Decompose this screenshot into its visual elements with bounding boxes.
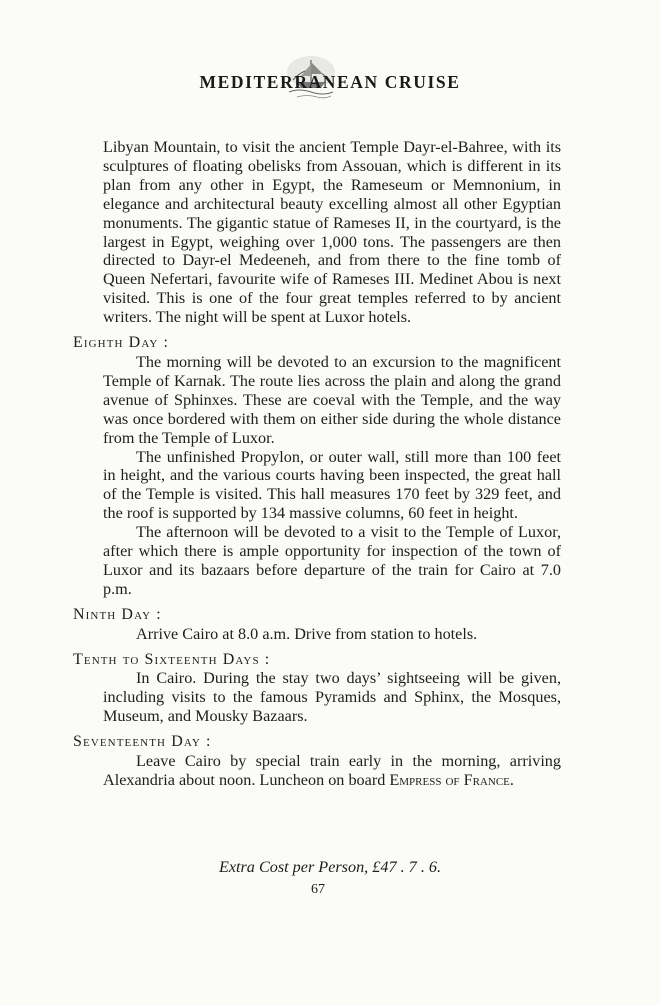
day-heading-eighth: Eighth Day : [73, 334, 170, 352]
day-heading-seventeenth: Seventeenth Day : [73, 733, 212, 751]
tenth-day-paragraph: In Cairo. During the stay two days’ sightseeing will be given, including visits to the famous Pyramids and Sphinx, the Mosques, Museum, and Mousky Bazaars. [103, 669, 561, 726]
day-heading-tenth-to-sixteenth: Tenth to Sixteenth Days : [73, 650, 271, 668]
running-title: MEDITERRANEAN CRUISE [199, 72, 461, 92]
page-number: 67 [311, 882, 325, 897]
page-header [0, 52, 660, 102]
day-heading-ninth: Ninth Day : [73, 605, 162, 623]
intro-paragraph: Libyan Mountain, to visit the ancient Temple Dayr-el-Bahree, with its sculptures of floating obelisks from Assouan, which is different in its plan from any other in Egypt, the Rameseum or Memnonium, in elegance and architectural beauty excelling almost all other Egyptian monuments. The gigantic statue of Rameses II, in the courtyard, is the largest in Egypt, weighing over 1,000 tons. The passengers are then directed to Dayr-el Medeeneh, and from there to the fine tomb of Queen Nefertari, favourite wife of Rameses III. Medinet Abou is next visited. This is one of the four great temples referred to by ancient writers. The night will be spent at Luxor hotels. [103, 138, 561, 327]
extra-cost-line: Extra Cost per Person, £47 . 7 . 6. [218, 858, 442, 876]
eighth-day-paragraph-1: The morning will be devoted to an excursion to the magnificent Temple of Karnak. The route lies across the plain and along the grand avenue of Sphinxes. These are coeval with the Temple, and the way was once bordered with them on either side during the whole distance from the Temple of Luxor. [103, 352, 561, 447]
itinerary-text [73, 138, 561, 790]
eighth-day-paragraph-2: The unfinished Propylon, or outer wall, still more than 100 feet in height, and the various courts having been inspected, the great hall of the Temple is visited. This hall measures 170 feet by 329 feet, and the roof is supported by 134 massive columns, 60 feet in height. [103, 447, 561, 523]
ship-name: Empress of France. [389, 771, 514, 789]
seventeenth-day-paragraph [103, 752, 561, 790]
seventeenth-day-text: Leave Cairo by special train early in the morning, arriving Alexandria about noon. Luncheon on board [103, 752, 561, 789]
ninth-day-paragraph: Arrive Cairo at 8.0 a.m. Drive from station to hotels. [136, 624, 478, 643]
eighth-day-paragraph-3: The afternoon will be devoted to a visit to the Temple of Luxor, after which there is ample opportunity for inspection of the town of Luxor and its bazaars before departure of the train for Cairo at 7.0 p.m. [103, 523, 561, 598]
